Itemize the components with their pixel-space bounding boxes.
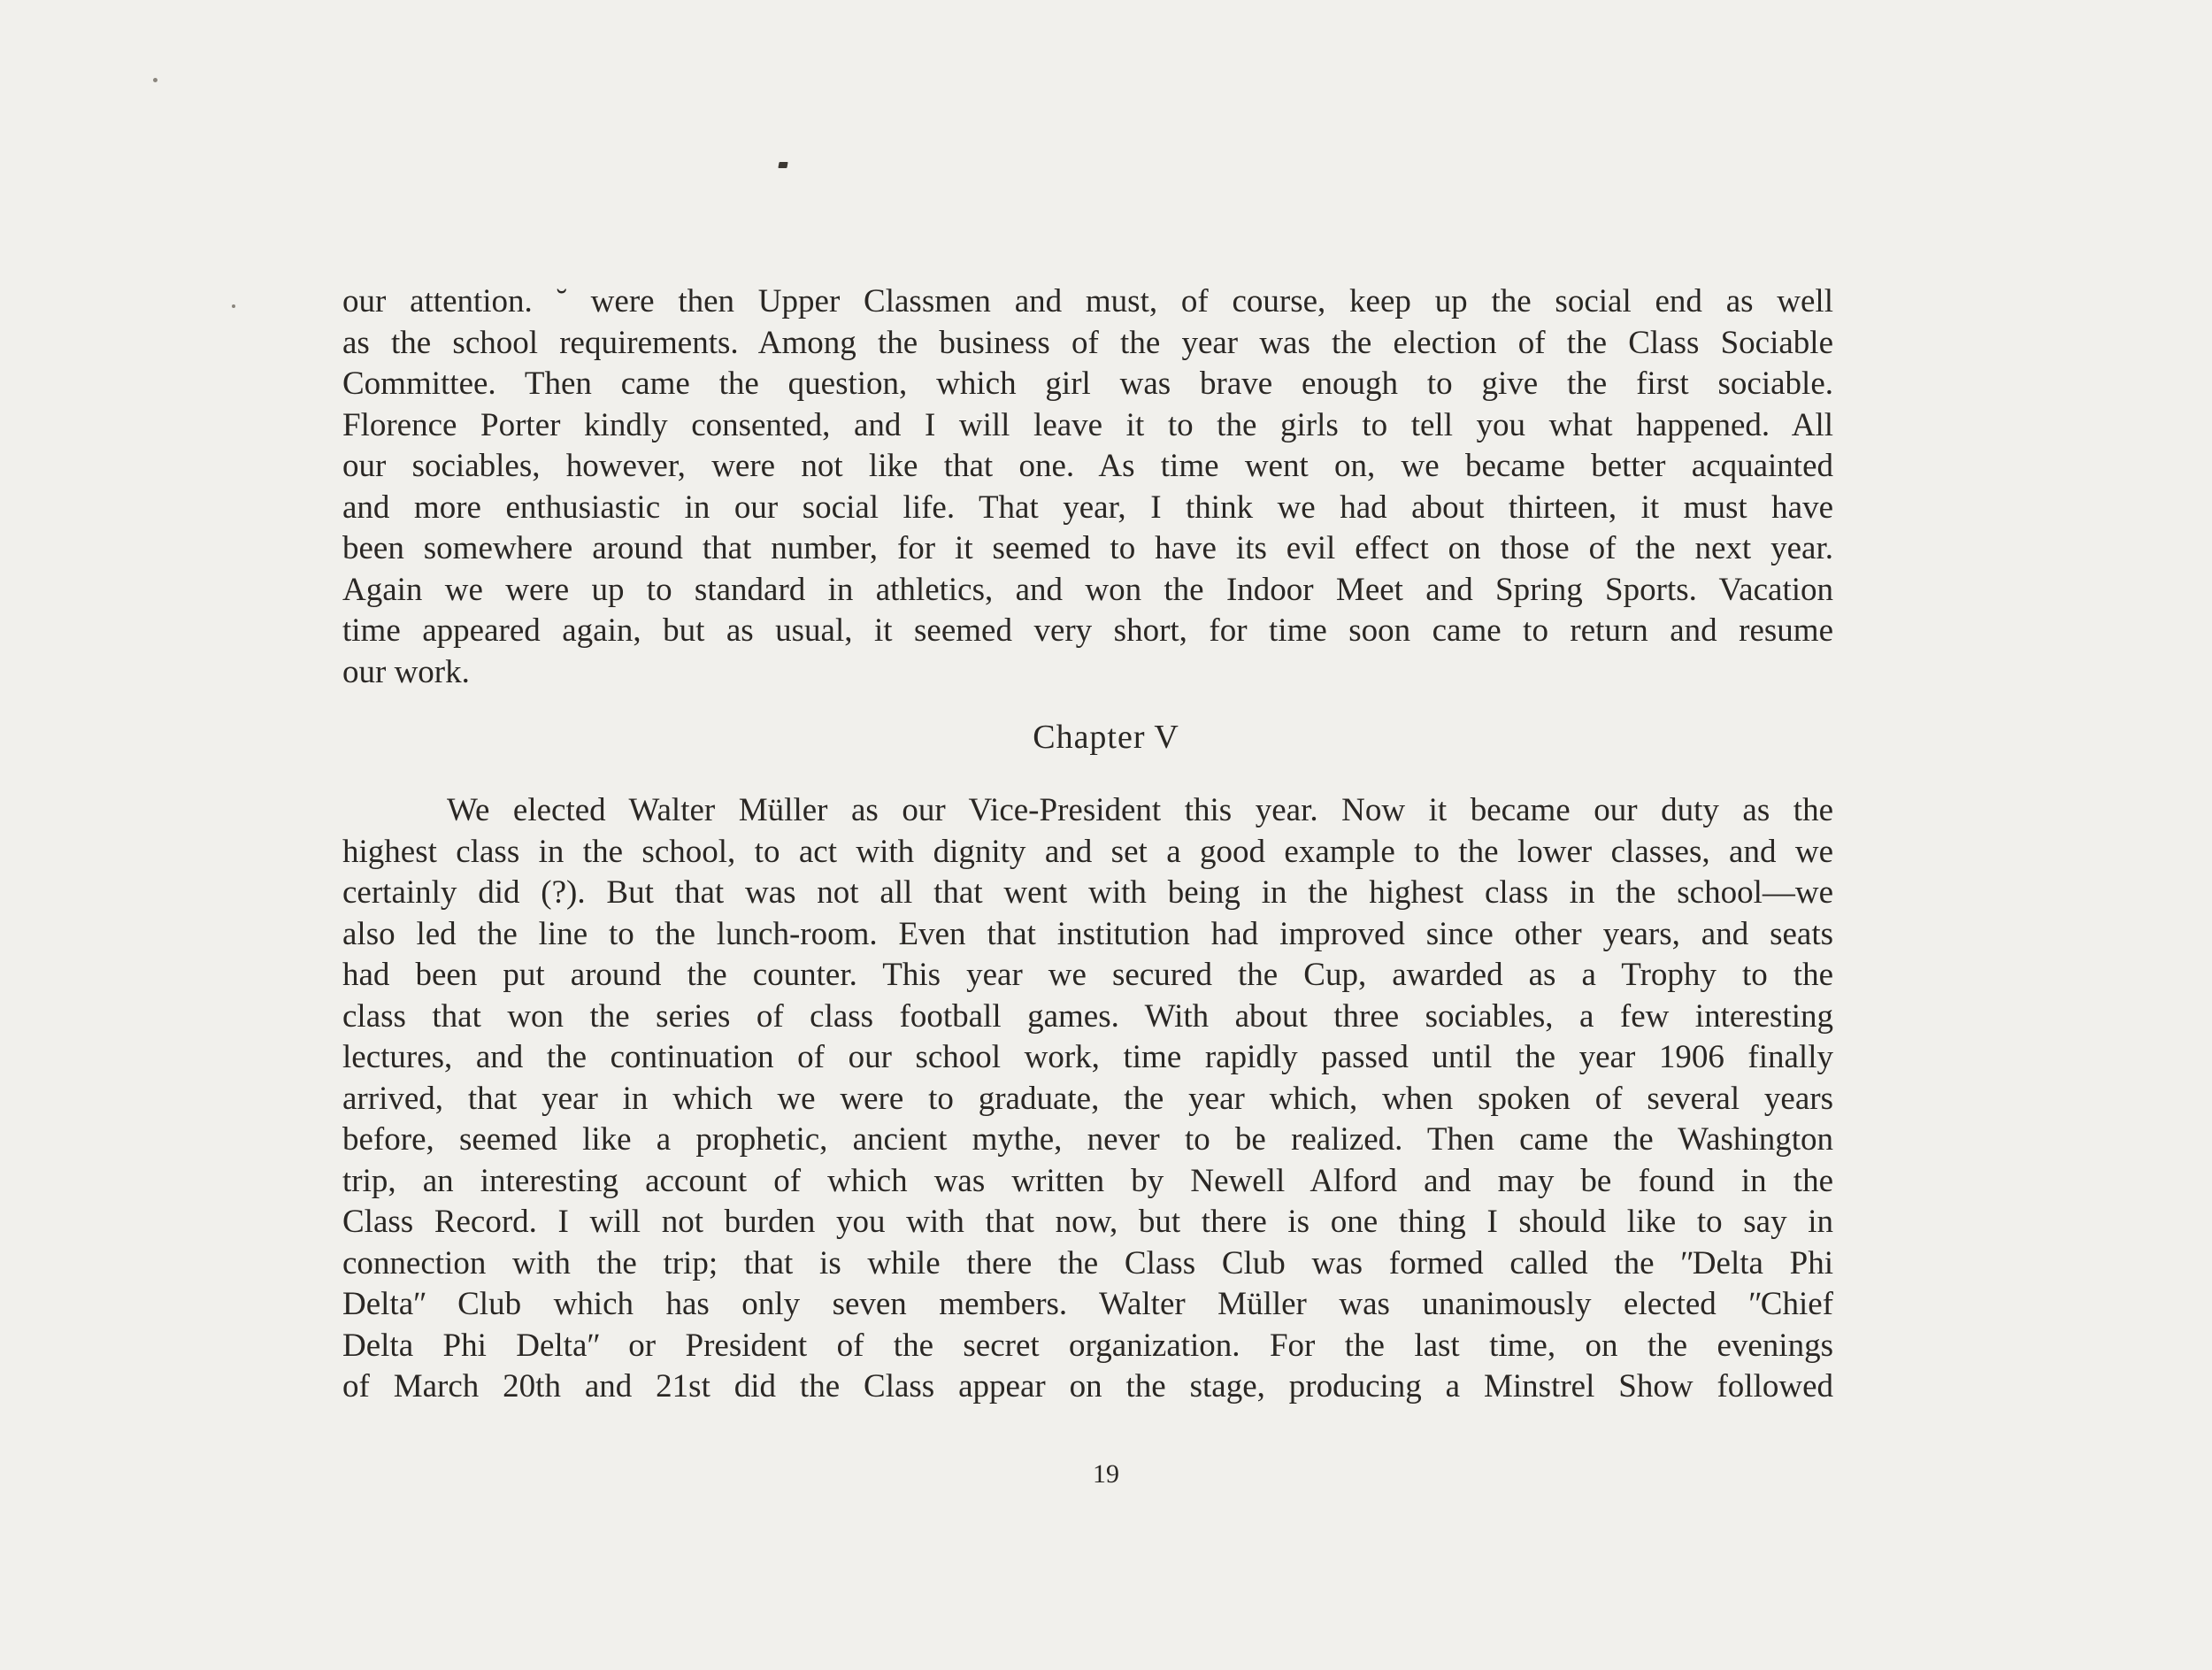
text-line: highest class in the school, to act with dignity and set a good example to the lower classes, and we: [342, 833, 1833, 870]
text-line: had been put around the counter. This year we secured the Cup, awarded as a Trophy to the: [342, 957, 1833, 993]
text-line: before, seemed like a prophetic, ancient mythe, never to be realized. Then came the Washington: [342, 1121, 1833, 1158]
paragraph-continuation: [342, 281, 1833, 693]
text-line: time appeared again, but as usual, it seemed very short, for time soon came to return and resume: [342, 612, 1833, 649]
text-line: lectures, and the continuation of our school work, time rapidly passed until the year 1906 finally: [342, 1039, 1833, 1075]
text-line: Deltaʺ Club which has only seven members. Walter Müller was unanimously elected ʺChief: [342, 1286, 1833, 1322]
text-line: been somewhere around that number, for it seemed to have its evil effect on those of the next year.: [342, 530, 1833, 566]
text-line: arrived, that year in which we were to graduate, the year which, when spoken of several years: [342, 1080, 1833, 1117]
text-line: Class Record. I will not burden you with that now, but there is one thing I should like to say in: [342, 1204, 1833, 1240]
page-number: 19: [1093, 1459, 1119, 1489]
text-line: and more enthusiastic in our social life. That year, I think we had about thirteen, it must have: [342, 489, 1833, 526]
text-line: Delta Phi Deltaʺ or President of the secret organization. For the last time, on the evenings: [342, 1327, 1833, 1364]
text-line: certainly did (?). But that was not all that went with being in the highest class in the school—we: [342, 874, 1833, 911]
text-line: as the school requirements. Among the business of the year was the election of the Class Sociable: [342, 324, 1833, 361]
text-line: Committee. Then came the question, which girl was brave enough to give the first sociable.: [342, 366, 1833, 402]
text-line: Florence Porter kindly consented, and I will leave it to the girls to tell you what happened. All: [342, 406, 1833, 443]
text-line: connection with the trip; that is while there the Class Club was formed called the ʺDelta Phi: [342, 1244, 1833, 1281]
text-line: our sociables, however, were not like that one. As time went on, we became better acquainted: [342, 448, 1833, 484]
text-line: our work.: [342, 653, 470, 690]
text-line: also led the line to the lunch-room. Even that institution had improved since other years, and seats: [342, 915, 1833, 952]
ink-mark: [778, 162, 787, 168]
paper-speck: [153, 78, 157, 82]
chapter-paragraph: [342, 790, 1833, 1408]
paper-speck: [232, 304, 235, 308]
text-line: our attention. ˘ were then Upper Classmen and must, of course, keep up the social end as well: [342, 283, 1833, 319]
chapter-heading: Chapter V: [1033, 719, 1179, 756]
text-line: trip, an interesting account of which was written by Newell Alford and may be found in the: [342, 1162, 1833, 1199]
text-line: Again we were up to standard in athletics, and won the Indoor Meet and Spring Sports. Vacation: [342, 571, 1833, 608]
text-line: We elected Walter Müller as our Vice-President this year. Now it became our duty as the: [447, 792, 1833, 828]
text-line: of March 20th and 21st did the Class appear on the stage, producing a Minstrel Show followed: [342, 1368, 1833, 1404]
text-line: class that won the series of class football games. With about three sociables, a few interesting: [342, 997, 1833, 1035]
